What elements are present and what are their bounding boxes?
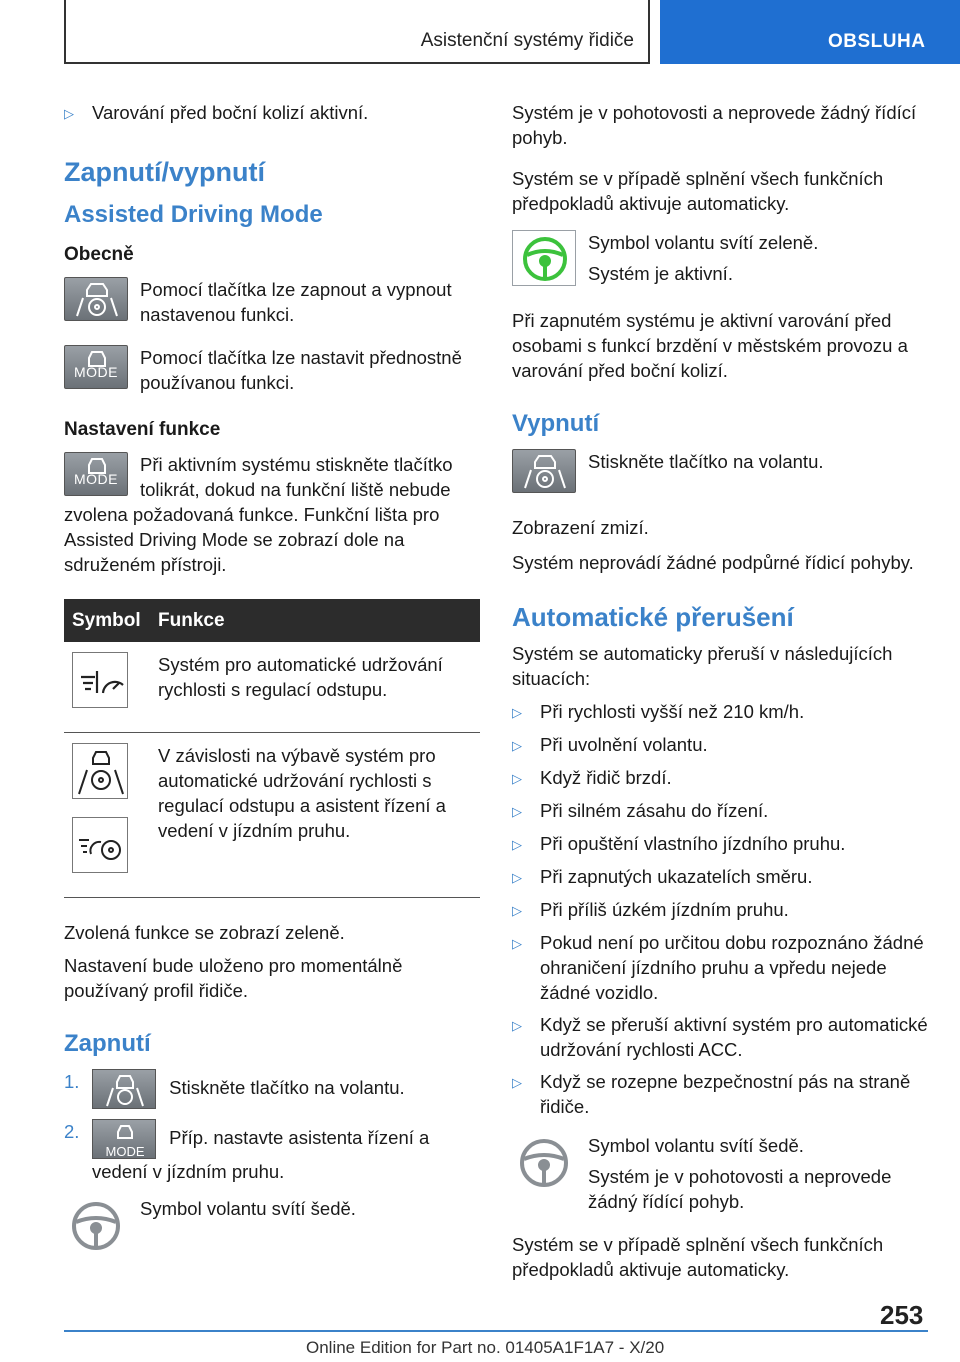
heading-zapnuti: Zapnutí	[64, 1030, 151, 1057]
steering-assist-button-icon	[512, 449, 576, 493]
mode-label: MODE	[74, 471, 118, 487]
varovani-text: Při zapnutém systému je aktivní varování před osobami s funkcí brzdění v městském provozu a varování před boční kolizí.	[512, 310, 908, 381]
pohotovost-text: Systém je v pohotovosti a neprovede žádný řídící pohyb.	[512, 102, 917, 148]
list-item: ▷ Při zapnutých ukazatelích směru.	[512, 864, 928, 890]
steering-wheel-grey-icon	[64, 1196, 128, 1252]
steering-wheel-green-icon	[512, 230, 576, 286]
triangle-bullet-icon: ▷	[512, 870, 522, 885]
wheel-grey-text: Symbol volantu svítí šedě.	[588, 1135, 804, 1156]
button-text-1: Pomocí tlačítka lze zapnout a vypnout nastavenou funkci.	[140, 279, 452, 325]
mode-button-icon	[92, 1119, 156, 1159]
mode-description	[64, 345, 480, 395]
table-row	[64, 642, 480, 733]
list-item: ▷ Když se rozepne bezpečnostní pás na straně řidiče.	[512, 1071, 911, 1117]
step-text: Stiskněte tlačítko na volantu.	[169, 1076, 405, 1098]
heading-nastaveni: Nastavení funkce	[64, 419, 221, 440]
right-column	[512, 100, 928, 1282]
interrupt-list	[512, 699, 928, 1119]
aktivuje2-text: Systém se v případě splnění všech funkčních předpokladů aktivuje automaticky.	[512, 1234, 884, 1280]
aktivni-text: Systém je aktivní.	[588, 263, 733, 284]
triangle-bullet-icon: ▷	[512, 771, 522, 786]
nastaveni-text: Při aktivním systému stiskněte tlačítko tolikrát, dokud na funkční liště nebude zvolena požadovaná funkce. Funkční lišta pro Assisted Driving Mode se zobrazí dole na sdruženém přístroji.	[64, 454, 453, 575]
vypnuti-description	[512, 449, 928, 497]
heading-obecne: Obecně	[64, 244, 134, 265]
steering-assist-button-icon	[64, 277, 128, 321]
mode-button-icon	[64, 345, 128, 389]
heading-zapnuti-vypnuti: Zapnutí/vypnutí	[64, 157, 265, 187]
triangle-bullet-icon: ▷	[512, 837, 522, 852]
svg-text:MODE: MODE	[105, 1144, 145, 1159]
acc-wheel-symbol-icon	[72, 817, 128, 873]
symbol-table	[64, 599, 480, 898]
list-item: ▷ Při rychlosti vyšší než 210 km/h.	[512, 699, 928, 725]
step-text: Příp. nastavte asistenta řízení a vedení v jízdním pruhu.	[92, 1126, 430, 1182]
triangle-bullet-icon: ▷	[512, 1018, 522, 1033]
tab-obsluha[interactable]	[660, 0, 960, 64]
list-item: ▷ Při silném zásahu do řízení.	[512, 798, 928, 824]
section-title: Asistenční systémy řidiče	[420, 30, 634, 51]
aktivuje-text: Systém se v případě splnění všech funkčních předpokladů aktivuje automaticky.	[512, 168, 884, 214]
mode-button-icon	[64, 452, 128, 496]
left-column	[64, 100, 480, 1274]
triangle-bullet-icon: ▷	[64, 106, 74, 121]
zvolena-text: Zvolená funkce se zobrazí zeleně.	[64, 922, 345, 943]
list-item: ▷ Při příliš úzkém jízdním pruhu.	[512, 897, 928, 923]
step-number: 2.	[64, 1121, 80, 1142]
heading-vypnuti: Vypnutí	[512, 410, 600, 437]
list-item: ▷ Když řidič brzdí.	[512, 765, 928, 791]
wheel-green-description	[512, 230, 928, 290]
button-description	[64, 277, 480, 327]
steering-assist-button-icon	[92, 1069, 156, 1109]
triangle-bullet-icon: ▷	[512, 738, 522, 753]
bullet-text: Varování před boční kolizí aktivní.	[92, 102, 369, 123]
nastaveni-description	[64, 452, 480, 577]
pohotovost2-text: Systém je v pohotovosti a neprovede žádný řídící pohyb.	[588, 1166, 892, 1212]
page-number: 253	[880, 1300, 924, 1330]
heading-assisted-driving-mode: Assisted Driving Mode	[64, 201, 323, 228]
table-row	[64, 733, 480, 898]
list-item: ▷ Když se přeruší aktivní systém pro automatické udržování rychlosti ACC.	[512, 1014, 928, 1060]
table-cell-funkce: Systém pro automatické udržování rychlosti s regulací odstupu.	[150, 642, 480, 733]
wheel-grey-description	[64, 1196, 480, 1256]
tab-label: OBSLUHA	[828, 31, 926, 52]
wheel-grey-text: Symbol volantu svítí šedě.	[140, 1198, 356, 1219]
auto-intro-text: Systém se automaticky přeruší v následujících situacích:	[512, 643, 893, 689]
button-text-2: Pomocí tlačítka lze nastavit přednostně používanou funkci.	[140, 347, 462, 393]
ulozeno-text: Nastavení bude uloženo pro momentálně používaný profil řidiče.	[64, 955, 403, 1001]
steering-assist-symbol-icon	[72, 743, 128, 799]
triangle-bullet-icon: ▷	[512, 903, 522, 918]
list-item	[64, 100, 480, 126]
table-cell-funkce: V závislosti na výbavě systém pro automatické udržování rychlosti s regulací odstupu a asistent řízení a vedení v jízdním pruhu.	[150, 733, 480, 898]
list-item	[64, 1069, 480, 1109]
triangle-bullet-icon: ▷	[512, 1075, 522, 1090]
zmizi-text: Zobrazení zmizí.	[512, 517, 649, 538]
table-header-funkce: Funkce	[150, 599, 480, 642]
wheel-grey-description	[512, 1133, 928, 1214]
acc-symbol-icon	[72, 652, 128, 708]
table-header-symbol: Symbol	[64, 599, 150, 642]
stisknete-text: Stiskněte tlačítko na volantu.	[588, 451, 824, 472]
wheel-green-text: Symbol volantu svítí zeleně.	[588, 232, 819, 253]
list-item: ▷ Při opuštění vlastního jízdního pruhu.	[512, 831, 928, 857]
list-item	[64, 1119, 480, 1184]
triangle-bullet-icon: ▷	[512, 705, 522, 720]
step-number: 1.	[64, 1071, 80, 1092]
list-item: ▷ Pokud není po určitou dobu rozpoznáno žádné ohraničení jízdního pruhu a vpředu nejede žádné vozidlo.	[512, 932, 924, 1003]
list-item: ▷ Při uvolnění volantu.	[512, 732, 928, 758]
footer-divider	[64, 1330, 928, 1332]
mode-label: MODE	[74, 364, 118, 380]
header-box	[64, 0, 650, 64]
heading-automaticke-preruseni: Automatické přerušení	[512, 602, 794, 632]
steering-wheel-grey-icon	[512, 1133, 576, 1189]
neprovadi-text: Systém neprovádí žádné podpůrné řídicí pohyby.	[512, 552, 914, 573]
footer-edition: Online Edition for Part no. 01405A1F1A7 - X/20	[306, 1338, 665, 1357]
triangle-bullet-icon: ▷	[512, 804, 522, 819]
triangle-bullet-icon: ▷	[512, 936, 522, 951]
